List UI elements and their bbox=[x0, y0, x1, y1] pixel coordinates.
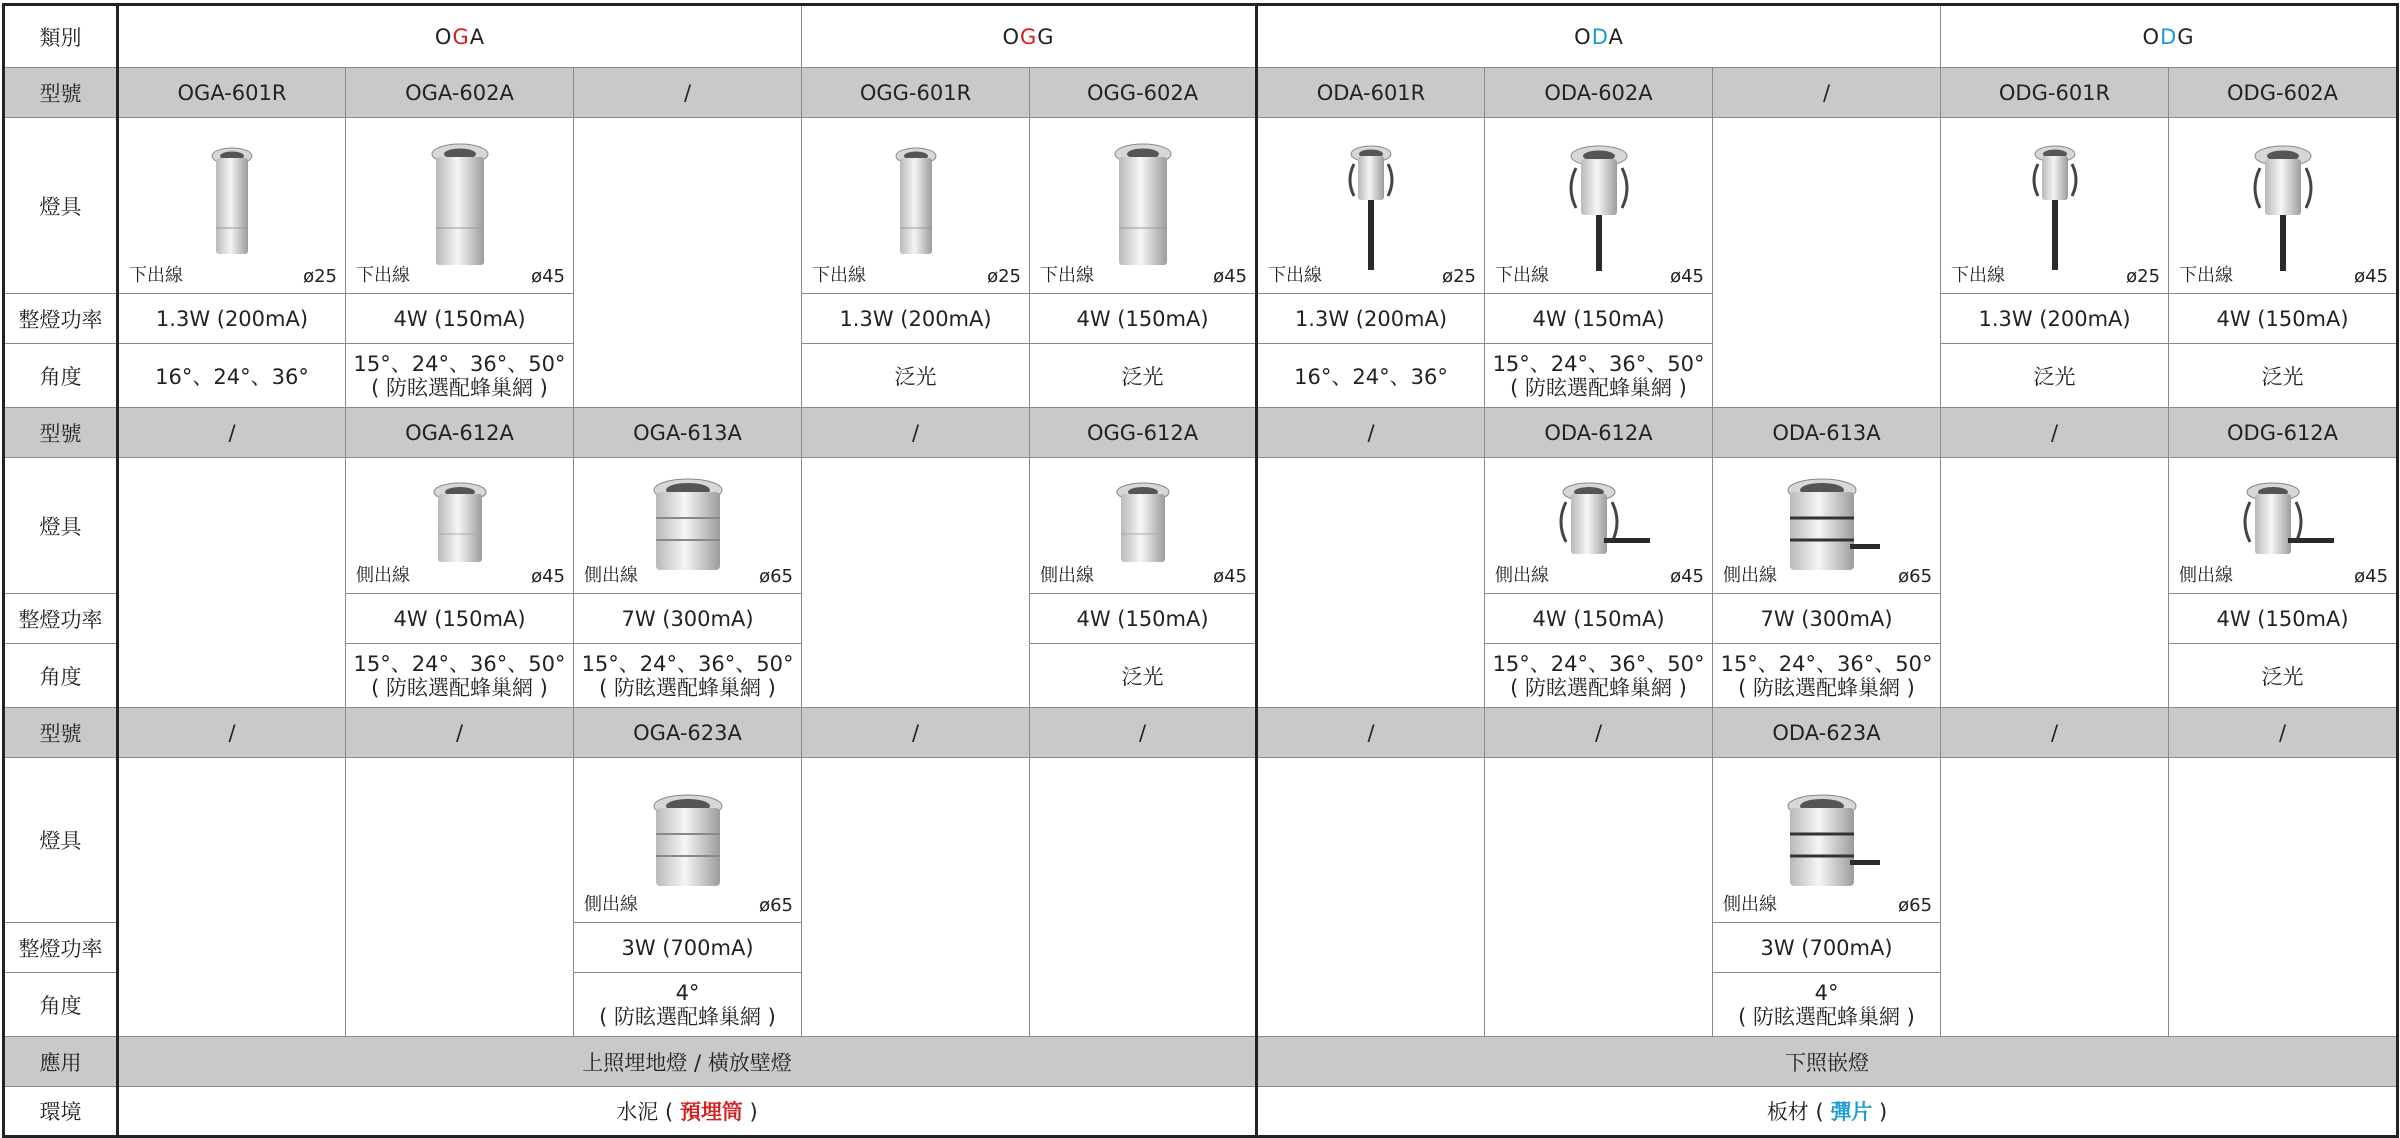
empty-cell bbox=[802, 458, 1030, 708]
diameter-caption: ø25 bbox=[987, 266, 1022, 287]
cable-bottom-caption: 下出線 bbox=[1040, 265, 1095, 286]
angle-values: 15°、24°、36°、50° bbox=[353, 351, 566, 376]
model-cell: / bbox=[1257, 708, 1485, 758]
angle-cell: 泛光 bbox=[802, 344, 1030, 408]
angle-values: 4° bbox=[675, 980, 700, 1005]
diameter-caption: ø65 bbox=[759, 895, 794, 916]
power-cell: 4W (150mA) bbox=[1030, 294, 1257, 344]
angle-values: 15°、24°、36°、50° bbox=[1720, 651, 1933, 676]
angle-label: 角度 bbox=[4, 344, 118, 408]
power-cell: 4W (150mA) bbox=[1485, 294, 1713, 344]
fixture-cell bbox=[346, 458, 574, 594]
empty-cell bbox=[1941, 758, 2169, 1037]
power-cell: 4W (150mA) bbox=[1485, 594, 1713, 644]
model-label: 型號 bbox=[4, 408, 118, 458]
application-label: 應用 bbox=[4, 1037, 118, 1087]
fixture-cell bbox=[574, 458, 802, 594]
model-cell: ODA-623A bbox=[1713, 708, 1941, 758]
model-row-3 bbox=[4, 708, 2398, 758]
angle-cell: 泛光 bbox=[1030, 344, 1257, 408]
angle-note: ( 防眩選配蜂巢網 ) bbox=[599, 675, 776, 700]
model-cell: OGA-601R bbox=[118, 68, 346, 118]
fixture-cell bbox=[1030, 458, 1257, 594]
angle-row-1 bbox=[4, 344, 2398, 408]
uplight-small-image bbox=[886, 144, 946, 264]
model-cell: / bbox=[802, 408, 1030, 458]
model-cell: OGG-602A bbox=[1030, 68, 1257, 118]
diameter-caption: ø25 bbox=[1442, 266, 1477, 287]
angle-values: 15°、24°、36°、50° bbox=[1492, 351, 1705, 376]
power-cell: 4W (150mA) bbox=[346, 294, 574, 344]
fixture-cell bbox=[1941, 118, 2169, 294]
angle-cell: 泛光 bbox=[1941, 344, 2169, 408]
diameter-caption: ø65 bbox=[759, 566, 794, 587]
angle-cell: 16°、24°、36° bbox=[118, 344, 346, 408]
empty-cell bbox=[346, 758, 574, 1037]
model-cell: ODA-613A bbox=[1713, 408, 1941, 458]
category-oga: OGA bbox=[118, 5, 802, 68]
power-cell: 4W (150mA) bbox=[346, 594, 574, 644]
model-cell: / bbox=[802, 708, 1030, 758]
cable-side-caption: 側出線 bbox=[1723, 565, 1778, 586]
power-cell: 3W (700mA) bbox=[1713, 923, 1941, 973]
power-cell: 4W (150mA) bbox=[2169, 294, 2398, 344]
fixture-cell bbox=[574, 758, 802, 923]
fixture-label: 燈具 bbox=[4, 758, 118, 923]
angle-values: 4° bbox=[1814, 980, 1839, 1005]
power-label: 整燈功率 bbox=[4, 594, 118, 644]
angle-note: ( 防眩選配蜂巢網 ) bbox=[1738, 675, 1915, 700]
cable-bottom-caption: 下出線 bbox=[1951, 265, 2006, 286]
model-cell: ODG-601R bbox=[1941, 68, 2169, 118]
model-cell: / bbox=[574, 68, 802, 118]
fixture-cell bbox=[1257, 118, 1485, 294]
model-cell: / bbox=[1030, 708, 1257, 758]
fixture-row-3 bbox=[4, 758, 2398, 923]
cable-side-caption: 側出線 bbox=[1040, 565, 1095, 586]
environment-row bbox=[4, 1087, 2398, 1137]
side-cable-downlight-image bbox=[2228, 482, 2338, 572]
angle-cell bbox=[346, 344, 574, 408]
model-cell: OGG-612A bbox=[1030, 408, 1257, 458]
angle-cell: 16°、24°、36° bbox=[1257, 344, 1485, 408]
category-ogg: OGG bbox=[802, 5, 1257, 68]
angle-values: 15°、24°、36°、50° bbox=[1492, 651, 1705, 676]
side-cable-downlight-large-image bbox=[1772, 794, 1882, 894]
fixture-label: 燈具 bbox=[4, 458, 118, 594]
environment-od bbox=[1257, 1087, 2398, 1137]
model-cell: / bbox=[1257, 408, 1485, 458]
empty-cell bbox=[574, 118, 802, 408]
model-cell: ODG-612A bbox=[2169, 408, 2398, 458]
model-cell: / bbox=[118, 708, 346, 758]
fixture-cell bbox=[1713, 758, 1941, 923]
cable-bottom-caption: 下出線 bbox=[2179, 265, 2234, 286]
application-row bbox=[4, 1037, 2398, 1087]
model-cell: OGA-623A bbox=[574, 708, 802, 758]
empty-cell bbox=[1713, 118, 1941, 408]
power-row-1 bbox=[4, 294, 2398, 344]
fixture-cell bbox=[1713, 458, 1941, 594]
angle-cell bbox=[1485, 344, 1713, 408]
fixture-cell bbox=[2169, 458, 2398, 594]
environment-og-emphasis: 預埋筒 bbox=[679, 1100, 743, 1124]
model-cell: ODA-612A bbox=[1485, 408, 1713, 458]
diameter-caption: ø65 bbox=[1898, 895, 1933, 916]
category-oda: ODA bbox=[1257, 5, 1941, 68]
angle-cell bbox=[346, 644, 574, 708]
model-cell: ODA-601R bbox=[1257, 68, 1485, 118]
fixture-row-1 bbox=[4, 118, 2398, 294]
model-label: 型號 bbox=[4, 68, 118, 118]
downlight-medium-image bbox=[1554, 144, 1644, 274]
power-cell: 1.3W (200mA) bbox=[802, 294, 1030, 344]
model-cell: / bbox=[1485, 708, 1713, 758]
empty-cell bbox=[2169, 758, 2398, 1037]
power-cell: 7W (300mA) bbox=[574, 594, 802, 644]
angle-cell bbox=[1485, 644, 1713, 708]
fixture-cell bbox=[1030, 118, 1257, 294]
diameter-caption: ø45 bbox=[531, 266, 565, 287]
diameter-caption: ø45 bbox=[531, 566, 565, 587]
cable-bottom-caption: 下出線 bbox=[129, 265, 183, 286]
empty-cell bbox=[1030, 758, 1257, 1037]
model-cell: OGG-601R bbox=[802, 68, 1030, 118]
power-cell: 4W (150mA) bbox=[1030, 594, 1257, 644]
angle-label: 角度 bbox=[4, 644, 118, 708]
angle-note: ( 防眩選配蜂巢網 ) bbox=[1510, 375, 1687, 400]
empty-cell bbox=[802, 758, 1030, 1037]
environment-od-text: 板材 ( bbox=[1766, 1100, 1831, 1124]
diameter-caption: ø45 bbox=[2354, 266, 2389, 287]
cable-side-caption: 側出線 bbox=[2179, 565, 2234, 586]
category-odg: ODG bbox=[1941, 5, 2398, 68]
power-cell: 1.3W (200mA) bbox=[1941, 294, 2169, 344]
model-cell: / bbox=[2169, 708, 2398, 758]
downlight-small-image bbox=[1336, 144, 1406, 274]
fixture-cell bbox=[118, 118, 346, 294]
diameter-caption: ø25 bbox=[2126, 266, 2161, 287]
category-label: 類別 bbox=[4, 5, 118, 68]
fixture-cell bbox=[2169, 118, 2398, 294]
diameter-caption: ø65 bbox=[1898, 566, 1933, 587]
model-cell: / bbox=[1713, 68, 1941, 118]
cable-bottom-caption: 下出線 bbox=[812, 265, 867, 286]
empty-cell bbox=[118, 458, 346, 708]
diameter-caption: ø45 bbox=[1670, 266, 1705, 287]
uplight-small-image bbox=[202, 144, 262, 264]
model-label: 型號 bbox=[4, 708, 118, 758]
empty-cell bbox=[1941, 458, 2169, 708]
fixture-cell bbox=[1485, 118, 1713, 294]
angle-cell: 泛光 bbox=[2169, 644, 2398, 708]
environment-od-emphasis: 彈片 bbox=[1830, 1100, 1873, 1124]
power-label: 整燈功率 bbox=[4, 923, 118, 973]
angle-label: 角度 bbox=[4, 973, 118, 1037]
category-row bbox=[4, 5, 2398, 68]
side-cable-uplight-image bbox=[425, 482, 495, 572]
environment-og-close: ) bbox=[742, 1100, 758, 1124]
side-cable-uplight-large-image bbox=[648, 794, 728, 894]
diameter-caption: ø25 bbox=[303, 266, 337, 287]
model-cell: ODA-602A bbox=[1485, 68, 1713, 118]
fixture-label: 燈具 bbox=[4, 118, 118, 294]
cable-side-caption: 側出線 bbox=[1723, 894, 1778, 915]
cable-bottom-caption: 下出線 bbox=[1268, 265, 1323, 286]
angle-cell bbox=[1713, 973, 1941, 1037]
power-cell: 4W (150mA) bbox=[2169, 594, 2398, 644]
environment-od-close: ) bbox=[1872, 1100, 1888, 1124]
angle-cell bbox=[1713, 644, 1941, 708]
angle-note: ( 防眩選配蜂巢網 ) bbox=[1510, 675, 1687, 700]
angle-cell: 泛光 bbox=[2169, 344, 2398, 408]
downlight-small-image bbox=[2020, 144, 2090, 274]
angle-note: ( 防眩選配蜂巢網 ) bbox=[599, 1004, 776, 1029]
fixture-cell bbox=[346, 118, 574, 294]
power-label: 整燈功率 bbox=[4, 294, 118, 344]
empty-cell bbox=[1257, 458, 1485, 708]
angle-cell bbox=[574, 644, 802, 708]
angle-values: 15°、24°、36°、50° bbox=[353, 651, 566, 676]
angle-cell bbox=[574, 973, 802, 1037]
model-cell: / bbox=[346, 708, 574, 758]
power-cell: 1.3W (200mA) bbox=[1257, 294, 1485, 344]
side-cable-uplight-large-image bbox=[648, 478, 728, 578]
environment-label: 環境 bbox=[4, 1087, 118, 1137]
uplight-medium-image bbox=[420, 142, 500, 272]
application-og: 上照埋地燈 / 橫放壁燈 bbox=[118, 1037, 1257, 1087]
power-cell: 1.3W (200mA) bbox=[118, 294, 346, 344]
side-cable-downlight-image bbox=[1544, 482, 1654, 572]
empty-cell bbox=[1257, 758, 1485, 1037]
model-cell: / bbox=[1941, 708, 2169, 758]
downlight-medium-image bbox=[2238, 144, 2328, 274]
cable-side-caption: 側出線 bbox=[356, 565, 410, 586]
uplight-medium-image bbox=[1103, 142, 1183, 272]
diameter-caption: ø45 bbox=[1213, 566, 1248, 587]
empty-cell bbox=[118, 758, 346, 1037]
power-cell: 7W (300mA) bbox=[1713, 594, 1941, 644]
angle-note: ( 防眩選配蜂巢網 ) bbox=[371, 675, 548, 700]
model-cell: / bbox=[1941, 408, 2169, 458]
empty-cell bbox=[1485, 758, 1713, 1037]
fixture-row-2 bbox=[4, 458, 2398, 594]
model-row-1 bbox=[4, 68, 2398, 118]
diameter-caption: ø45 bbox=[2354, 566, 2389, 587]
spec-table bbox=[2, 3, 2399, 1138]
cable-bottom-caption: 下出線 bbox=[356, 265, 410, 286]
cable-side-caption: 側出線 bbox=[584, 565, 638, 586]
angle-note: ( 防眩選配蜂巢網 ) bbox=[371, 375, 548, 400]
angle-values: 15°、24°、36°、50° bbox=[581, 651, 794, 676]
model-cell: ODG-602A bbox=[2169, 68, 2398, 118]
environment-og bbox=[118, 1087, 1257, 1137]
model-cell: OGA-613A bbox=[574, 408, 802, 458]
cable-bottom-caption: 下出線 bbox=[1495, 265, 1550, 286]
diameter-caption: ø45 bbox=[1213, 266, 1248, 287]
diameter-caption: ø45 bbox=[1670, 566, 1705, 587]
cable-side-caption: 側出線 bbox=[1495, 565, 1550, 586]
cable-side-caption: 側出線 bbox=[584, 894, 638, 915]
model-row-2 bbox=[4, 408, 2398, 458]
environment-og-text: 水泥 ( bbox=[616, 1100, 680, 1124]
angle-cell: 泛光 bbox=[1030, 644, 1257, 708]
model-cell: OGA-612A bbox=[346, 408, 574, 458]
side-cable-uplight-image bbox=[1108, 482, 1178, 572]
angle-note: ( 防眩選配蜂巢網 ) bbox=[1738, 1004, 1915, 1029]
fixture-cell bbox=[802, 118, 1030, 294]
model-cell: / bbox=[118, 408, 346, 458]
fixture-cell bbox=[1485, 458, 1713, 594]
model-cell: OGA-602A bbox=[346, 68, 574, 118]
power-cell: 3W (700mA) bbox=[574, 923, 802, 973]
side-cable-downlight-large-image bbox=[1772, 478, 1882, 578]
application-od: 下照嵌燈 bbox=[1257, 1037, 2398, 1087]
